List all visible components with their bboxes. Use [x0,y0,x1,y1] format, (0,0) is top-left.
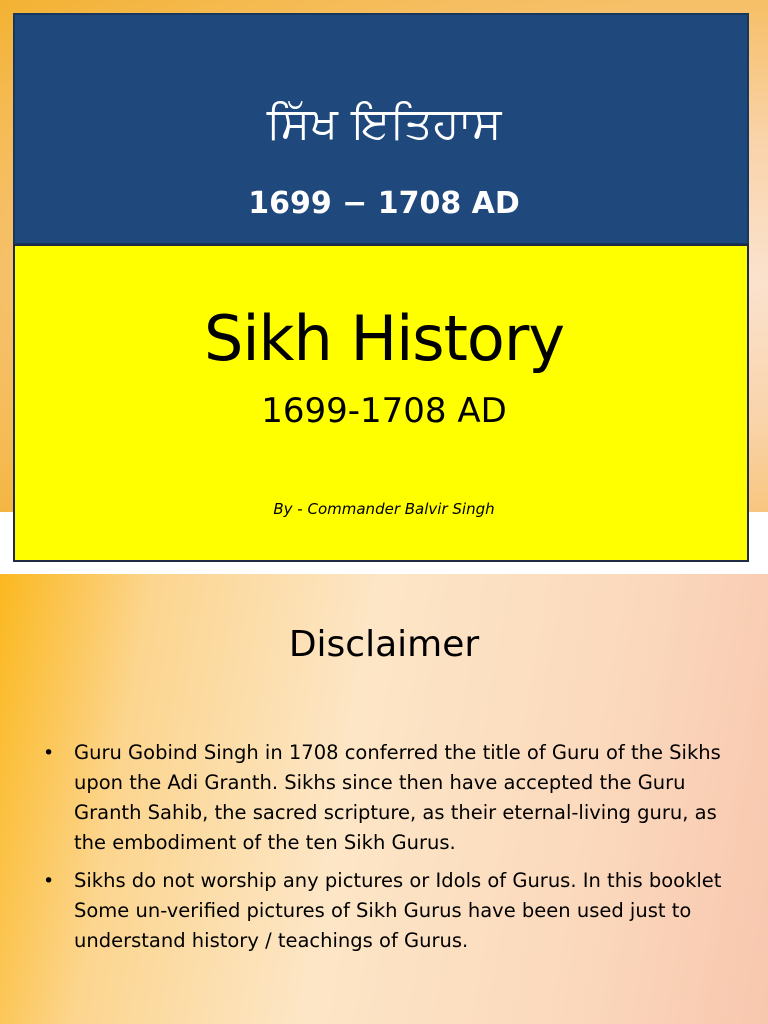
list-item [40,866,730,956]
bullet-text: Guru Gobind Singh in 1708 conferred the title of Guru of the Sikhs upon the Adi Granth. Sikhs since then have accepted the Guru Granth Sahib, the sacred scripture, as their eternal-living guru, as the embodiment of the ten Sikh Gurus. [74,741,721,854]
bullet-icon: • [43,742,55,764]
main-years: 1699-1708 AD [261,391,507,431]
disclaimer-list [40,738,730,964]
band-years: 1699 − 1708 AD [248,186,520,221]
list-item [40,738,730,858]
bullet-icon: • [43,870,55,892]
bullet-text: Sikhs do not worship any pictures or Idols of Gurus. In this booklet Some un-verified pictures of Sikh Gurus have been used just to understand history / teachings of Gurus. [74,869,722,952]
punjabi-title: ਸਿੱਖ ਇਤਿਹਾਸ [266,98,502,149]
author-byline: By - Commander Balvir Singh [273,500,495,518]
main-title: Sikh History [203,302,565,375]
disclaimer-title: Disclaimer [288,624,480,665]
